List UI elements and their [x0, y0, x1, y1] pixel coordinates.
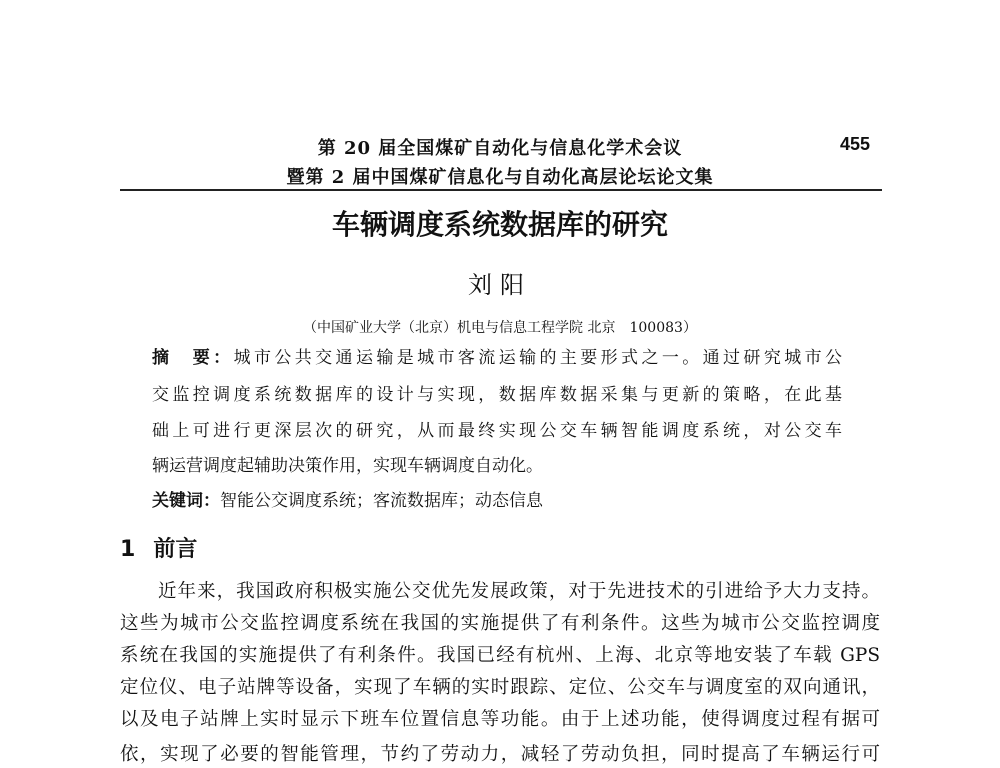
- abstract-line: 交监控调度系统数据库的设计与实现，数据库数据采集与更新的策略，在此基: [152, 385, 842, 405]
- section-heading: [120, 532, 215, 563]
- body-line: 近年来，我国政府积极实施公交优先发展政策，对于先进技术的引进给予大力支持。: [158, 581, 880, 602]
- abstract-line: [152, 346, 842, 370]
- keywords-label: 关键词：: [152, 491, 220, 511]
- abstract-label: 摘 要：: [152, 348, 234, 368]
- author: 刘阳: [468, 271, 532, 299]
- keywords-line: [152, 489, 842, 513]
- paper-title: 车辆调度系统数据库的研究: [331, 208, 668, 241]
- abstract-line: 辆运营调度起辅助决策作用，实现车辆调度自动化。: [152, 456, 543, 476]
- section-title: 前言: [153, 537, 198, 562]
- body-line: 这些为城市公交监控调度系统在我国的实施提供了有利条件。这些为城市公交监控调度: [120, 613, 880, 634]
- affiliation: （中国矿业大学（北京）机电与信息工程学院 北京 100083）: [303, 320, 697, 336]
- abstract-text: 城市公共交通运输是城市客流运输的主要形式之一。通过研究城市公: [233, 348, 843, 368]
- section-number: 1: [120, 537, 136, 562]
- header-rule: [120, 189, 882, 191]
- page-number: 455: [840, 134, 871, 154]
- body-line: 依，实现了必要的智能管理，节约了劳动力，减轻了劳动负担，同时提高了车辆运行可: [120, 744, 880, 765]
- body-line: 系统在我国的实施提供了有利条件。我国已经有杭州、上海、北京等地安装了车载 GPS: [120, 645, 880, 666]
- body-line: 以及电子站牌上实时显示下班车位置信息等功能。由于上述功能，使得调度过程有据可: [120, 709, 880, 730]
- keywords-text: 智能公交调度系统；客流数据库；动态信息: [220, 491, 543, 511]
- proceedings-header-line-2: 暨第 2 届中国煤矿信息化与自动化高层论坛论文集: [286, 167, 714, 188]
- body-line: 定位仪、电子站牌等设备，实现了车辆的实时跟踪、定位、公交车与调度室的双向通讯，: [120, 677, 880, 698]
- abstract-line: 础上可进行更深层次的研究，从而最终实现公交车辆智能调度系统，对公交车: [152, 421, 842, 441]
- proceedings-header-line-1: 第 20 届全国煤矿自动化与信息化学术会议: [317, 138, 683, 159]
